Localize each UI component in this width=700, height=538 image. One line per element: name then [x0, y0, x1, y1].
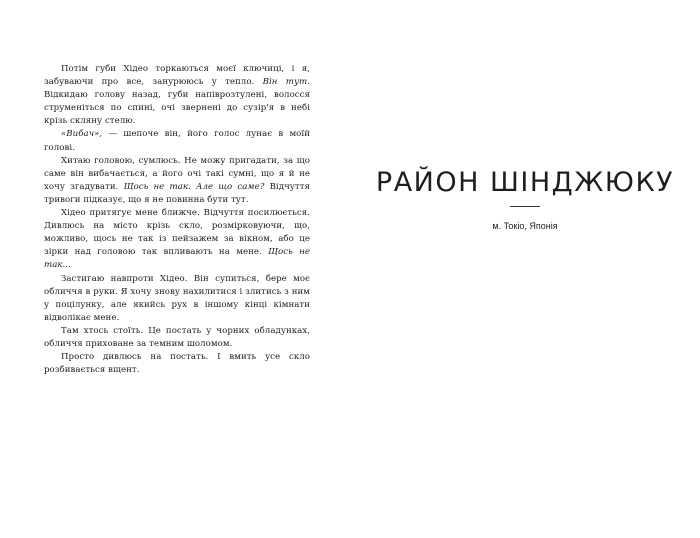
text-run: Просто дивлюсь на постать. І вмить усе скло розбивається вщент. — [44, 352, 310, 376]
italic-text: Він тут. — [262, 77, 310, 88]
body-paragraph — [44, 155, 310, 207]
right-page — [350, 0, 700, 538]
text-run: Хитаю головою, сумлюсь. Не можу пригадати, за що саме він вибачається, а його очі такі сумні, що я й не хочу згадувати. — [44, 155, 310, 192]
text-run: — шепоче він, його голос лунає в моїй голові. — [44, 129, 310, 153]
body-paragraph — [44, 128, 310, 154]
italic-text: Щось не так. Але що саме? — [123, 181, 265, 192]
body-paragraph — [44, 273, 310, 325]
title-divider — [510, 206, 540, 207]
text-run: Відкидаю голову назад, губи напіврозтулені, волосся струменіться по спині, очі звернені до сузір'я в небі крізь скляну стелю. — [44, 90, 310, 127]
text-run: Там хтось стоїть. Це постать у чорних обладунках, обличчя приховане за темним шоломом. — [44, 325, 310, 349]
italic-text: Щось не так... — [44, 247, 310, 271]
chapter-location: м. Токіо, Японія — [492, 221, 558, 231]
chapter-title: РАЙОН ШІНДЖЮКУ — [375, 167, 675, 198]
text-run: Потім губи Хідео торкаються моєї ключиці, і я, забуваючи про все, занурююсь у тепло. — [44, 64, 310, 88]
body-paragraph — [44, 325, 310, 351]
text-run: Хідео притягує мене ближче. Відчуття посилюється. Дивлюсь на місто крізь скло, розмірковуючи, що, можливо, щось не так із пейзажем за вікном, або це зірки над головою так впливають на мене. — [44, 208, 310, 258]
text-run: Застигаю навпроти Хідео. Він супиться, бере моє обличчя в руки. Я хочу знову нахилитися і злитись з ним у поцілунку, але якийсь рух в іншому кінці кімнати відволікає мене. — [44, 273, 310, 323]
body-paragraph — [44, 351, 310, 377]
body-paragraph — [44, 63, 310, 128]
text-run: Відчуття тривоги підказує, що я не повинна бути тут. — [44, 181, 310, 205]
left-page-text — [44, 63, 310, 377]
italic-text: «Вибач», — [61, 129, 103, 140]
body-paragraph — [44, 207, 310, 272]
